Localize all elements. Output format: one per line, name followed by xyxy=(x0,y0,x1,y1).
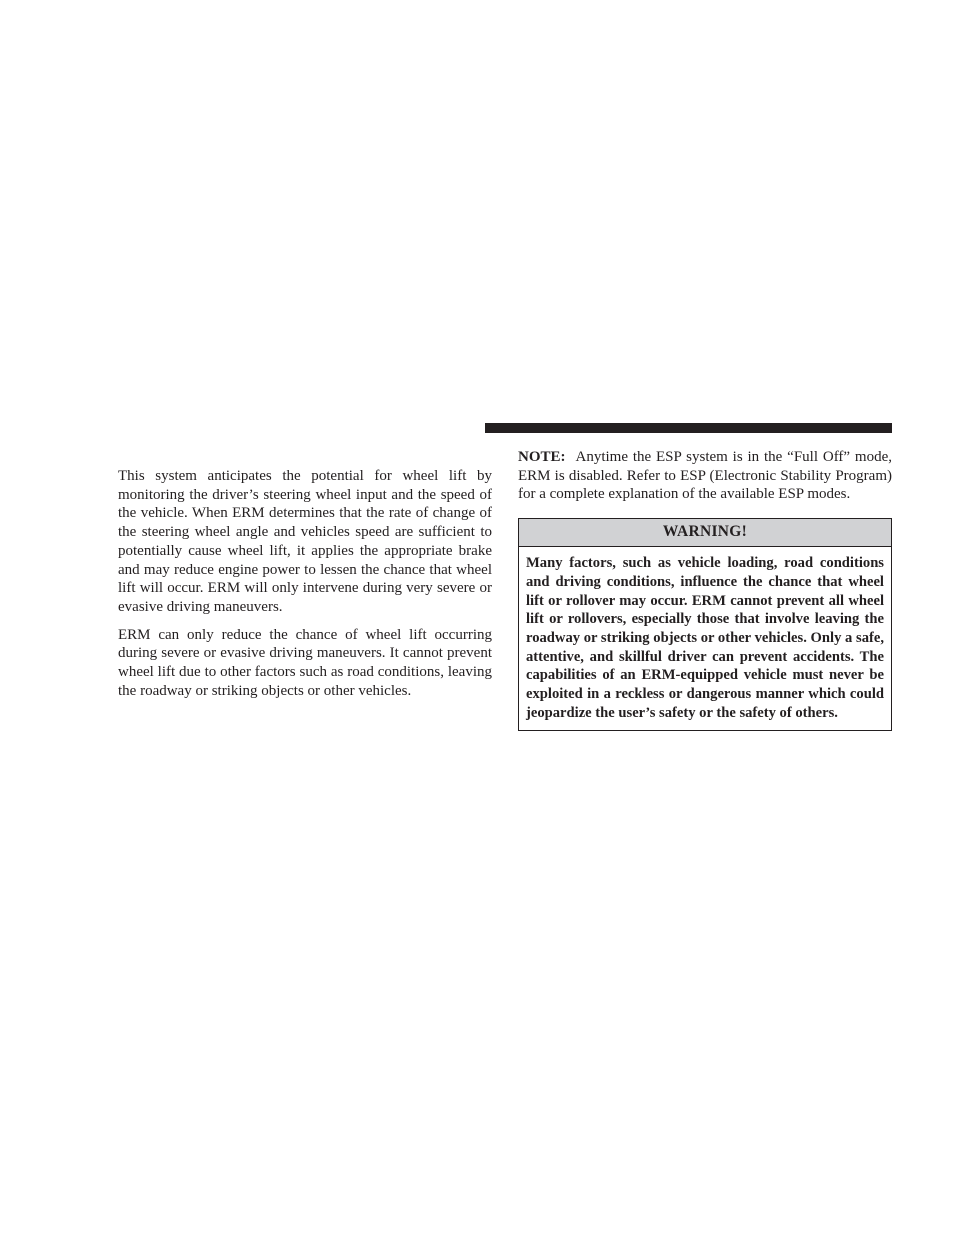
note-text: Anytime the ESP system is in the “Full Off” mode, ERM is disabled. Refer to ESP (Electronic Stability Program) for a complete explanation of the available ESP modes. xyxy=(518,449,892,503)
body-paragraph-erm-description: This system anticipates the potential for wheel lift by monitoring the driver’s steering wheel input and the speed of the vehicle. When ERM determines that the rate of change of the steering wheel angle and vehicles speed are sufficient to potentially cause wheel lift, it applies the appropriate brake and may reduce engine power to lessen the chance that wheel lift will occur. ERM will only intervene during very severe or evasive driving maneuvers. xyxy=(118,468,492,615)
left-column xyxy=(118,467,492,700)
right-column xyxy=(518,448,892,731)
warning-text: Many factors, such as vehicle loading, road conditions and driving conditions, influence the chance that wheel lift or rollover may occur. ERM cannot prevent all wheel lift or rollovers, especially those that involve leaving the roadway or striking objects or other vehicles. Only a safe, attentive, and skillful driver can prevent accidents. The capabilities of an ERM-equipped vehicle must never be exploited in a reckless or dangerous manner which could jeopardize the user’s safety or the safety of others. xyxy=(526,555,884,721)
note-label: NOTE: xyxy=(518,449,566,465)
warning-title: WARNING! xyxy=(519,519,891,547)
note-paragraph xyxy=(518,448,892,504)
body-paragraph-erm-limits: ERM can only reduce the chance of wheel lift occurring during severe or evasive driving maneuvers. It cannot prevent wheel lift due to other factors such as road conditions, leaving the roadway or striking objects or other vehicles. xyxy=(118,626,492,699)
warning-body xyxy=(519,547,891,730)
warning-box xyxy=(518,518,892,731)
section-rule xyxy=(485,423,892,433)
